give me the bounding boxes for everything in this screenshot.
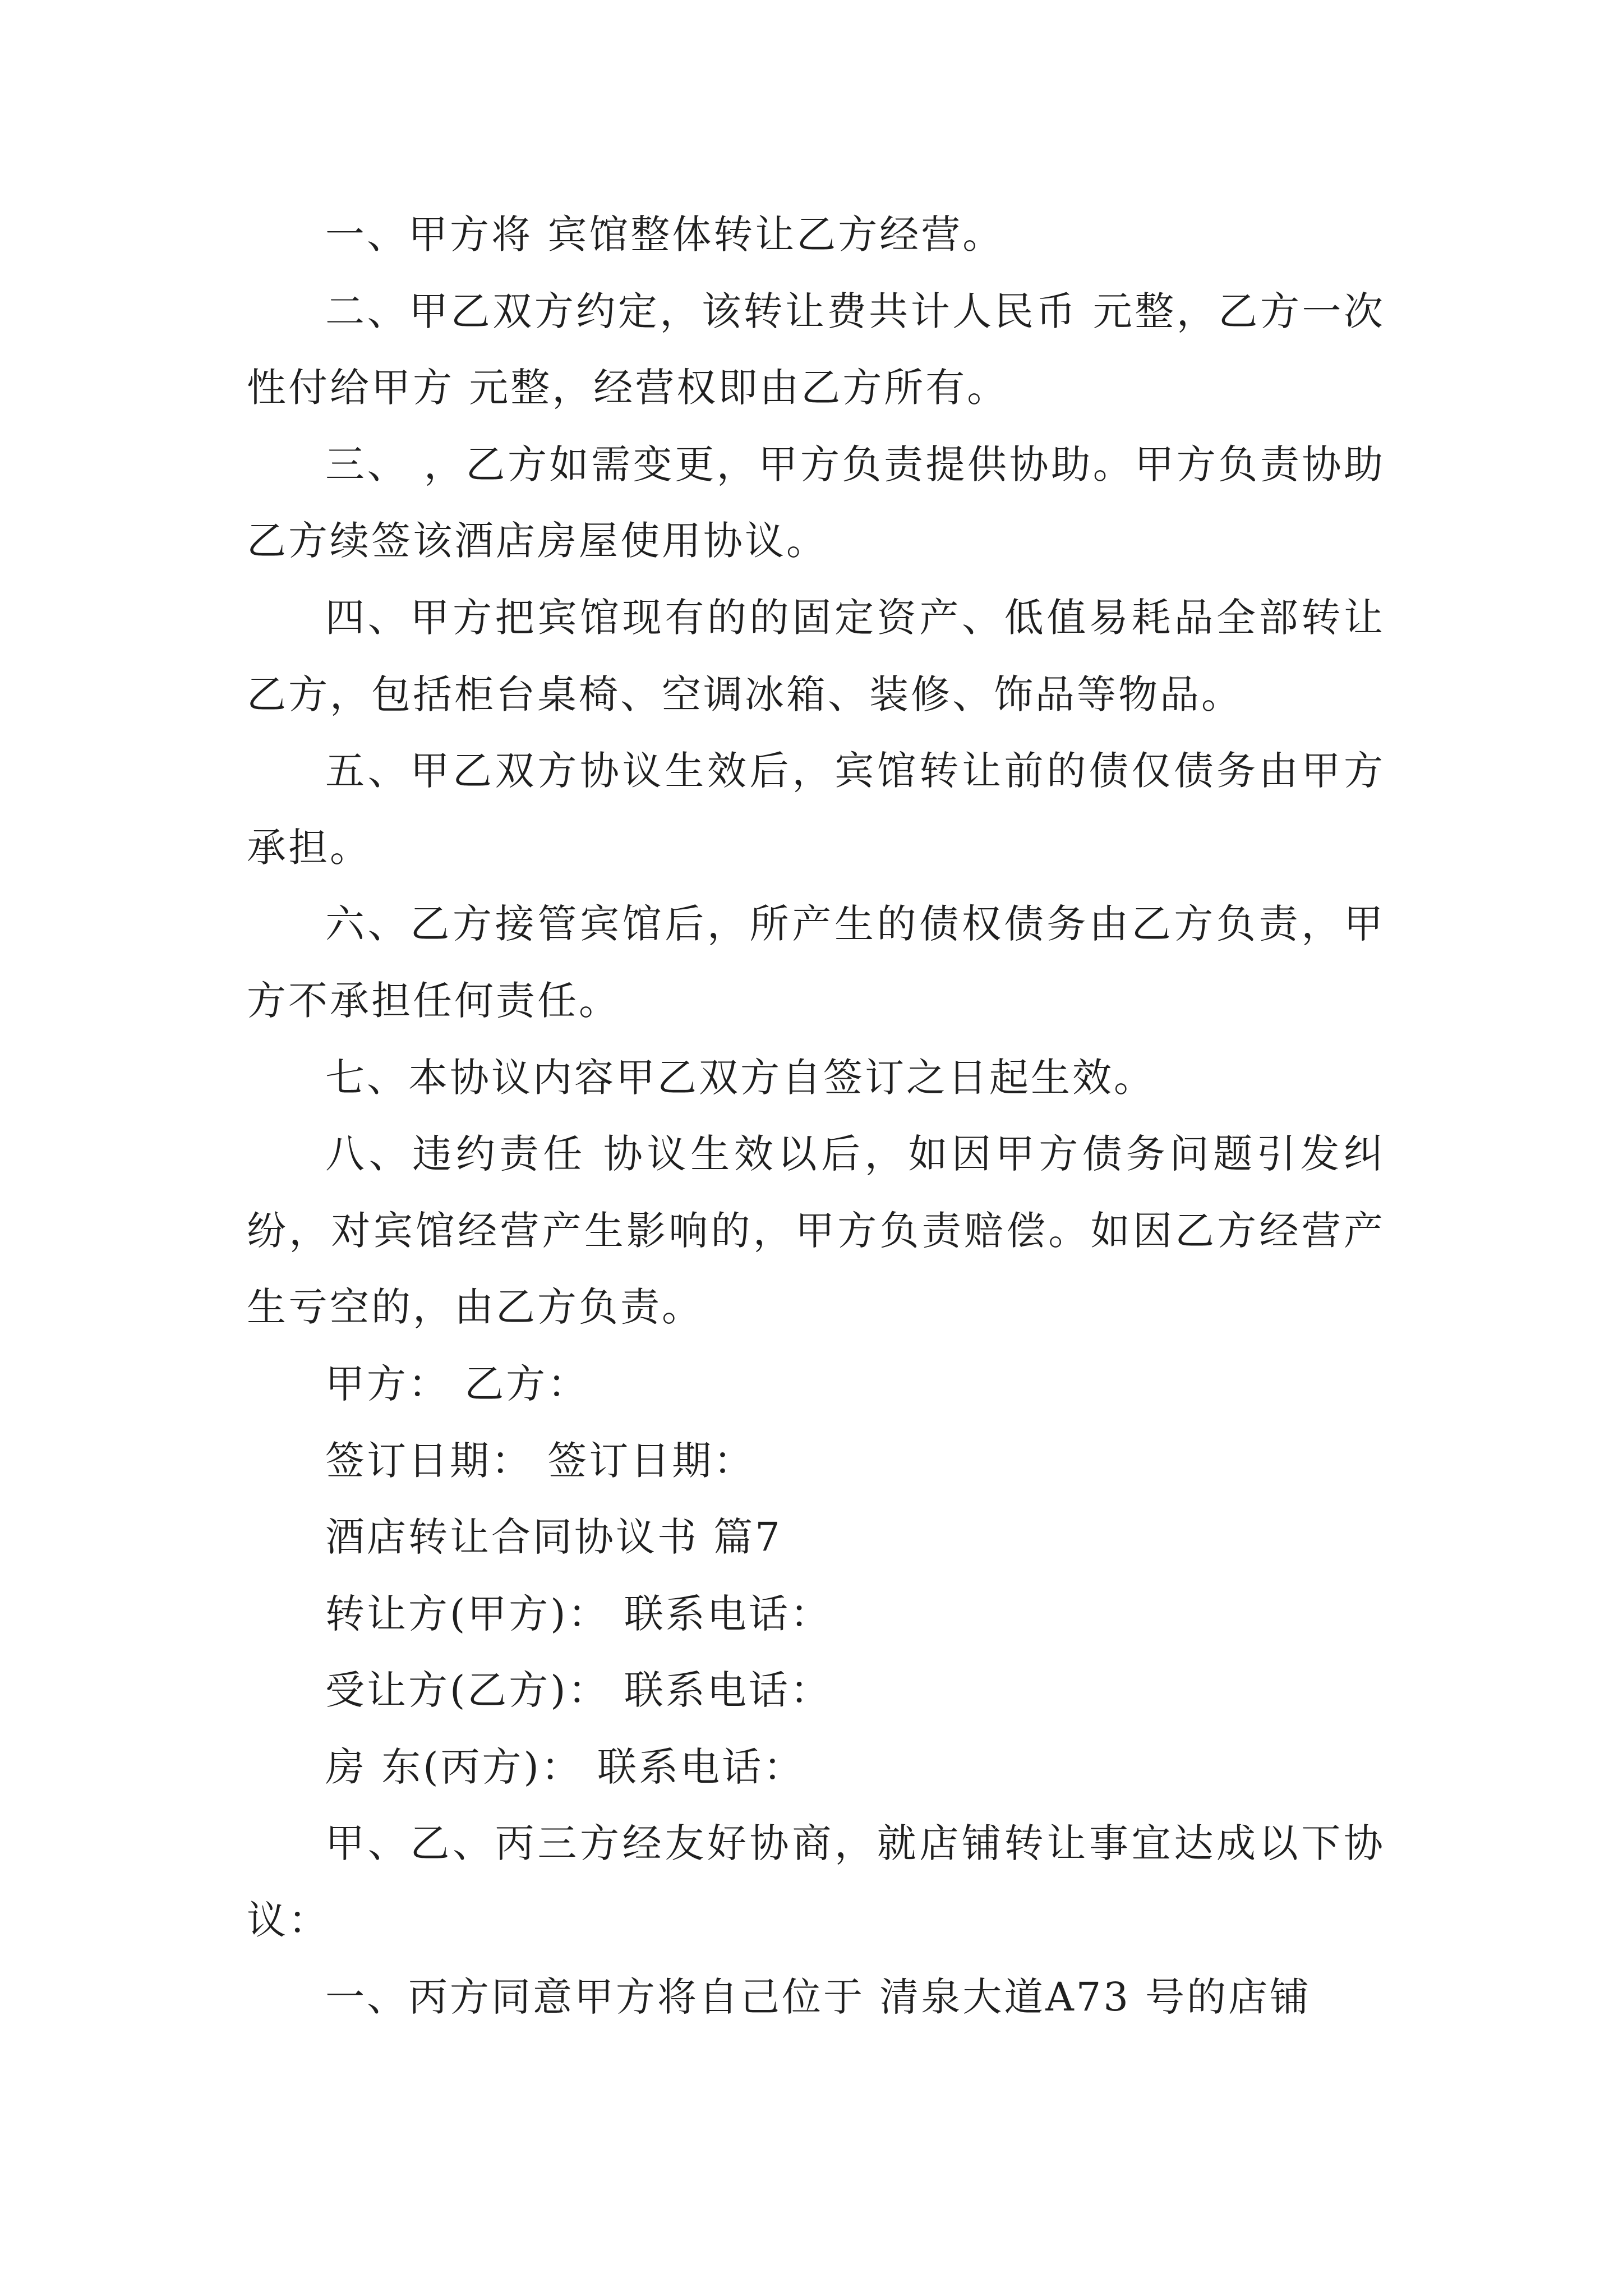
paragraph-article-1: 一、丙方同意甲方将自己位于 清泉大道A73 号的店铺 <box>325 1973 1312 2020</box>
paragraph-clause-6: 六、乙方接管宾馆后，所产生的债权债务由乙方负责，甲方不承担任何责任。 <box>247 901 1385 1024</box>
section-heading: 酒店转让合同协议书 篇7 <box>325 1514 782 1561</box>
paragraph-clause-3: 三、 ，乙方如需变更，甲方负责提供协助。甲方负责协助乙方续签该酒店房屋使用协议。 <box>247 441 1385 564</box>
paragraph-clause-5: 五、甲乙双方协议生效后，宾馆转让前的债仅债务由甲方承担。 <box>247 748 1385 871</box>
party-transferor-line: 转让方(甲方)： 联系电话： <box>325 1590 832 1637</box>
party-transferee-line: 受让方(乙方)： 联系电话： <box>325 1667 832 1714</box>
signature-date-line: 签订日期： 签订日期： <box>325 1437 755 1484</box>
paragraph-clause-7: 七、本协议内容甲乙双方自签订之日起生效。 <box>325 1054 1155 1101</box>
party-landlord-line: 房 东(丙方)： 联系电话： <box>325 1743 805 1790</box>
signature-parties-line: 甲方： 乙方： <box>325 1360 589 1407</box>
document-body <box>247 196 1385 2035</box>
paragraph-clause-4: 四、甲方把宾馆现有的的固定资产、低值易耗品全部转让乙方，包括柜台桌椅、空调冰箱、装修、饰品等物品。 <box>247 594 1385 717</box>
paragraph-clause-2: 二、甲乙双方约定，该转让费共计人民币 元整，乙方一次性付给甲方 元整，经营权即由乙方所有。 <box>247 288 1385 411</box>
paragraph-clause-1: 一、甲方将 宾馆整体转让乙方经营。 <box>325 211 1004 257</box>
paragraph-preamble: 甲、乙、丙三方经友好协商，就店铺转让事宜达成以下协议： <box>247 1820 1385 1944</box>
paragraph-clause-8: 八、违约责任 协议生效以后，如因甲方债务问题引发纠纷，对宾馆经营产生影响的，甲方负责赔偿。如因乙方经营产生亏空的，由乙方负责。 <box>247 1131 1385 1331</box>
